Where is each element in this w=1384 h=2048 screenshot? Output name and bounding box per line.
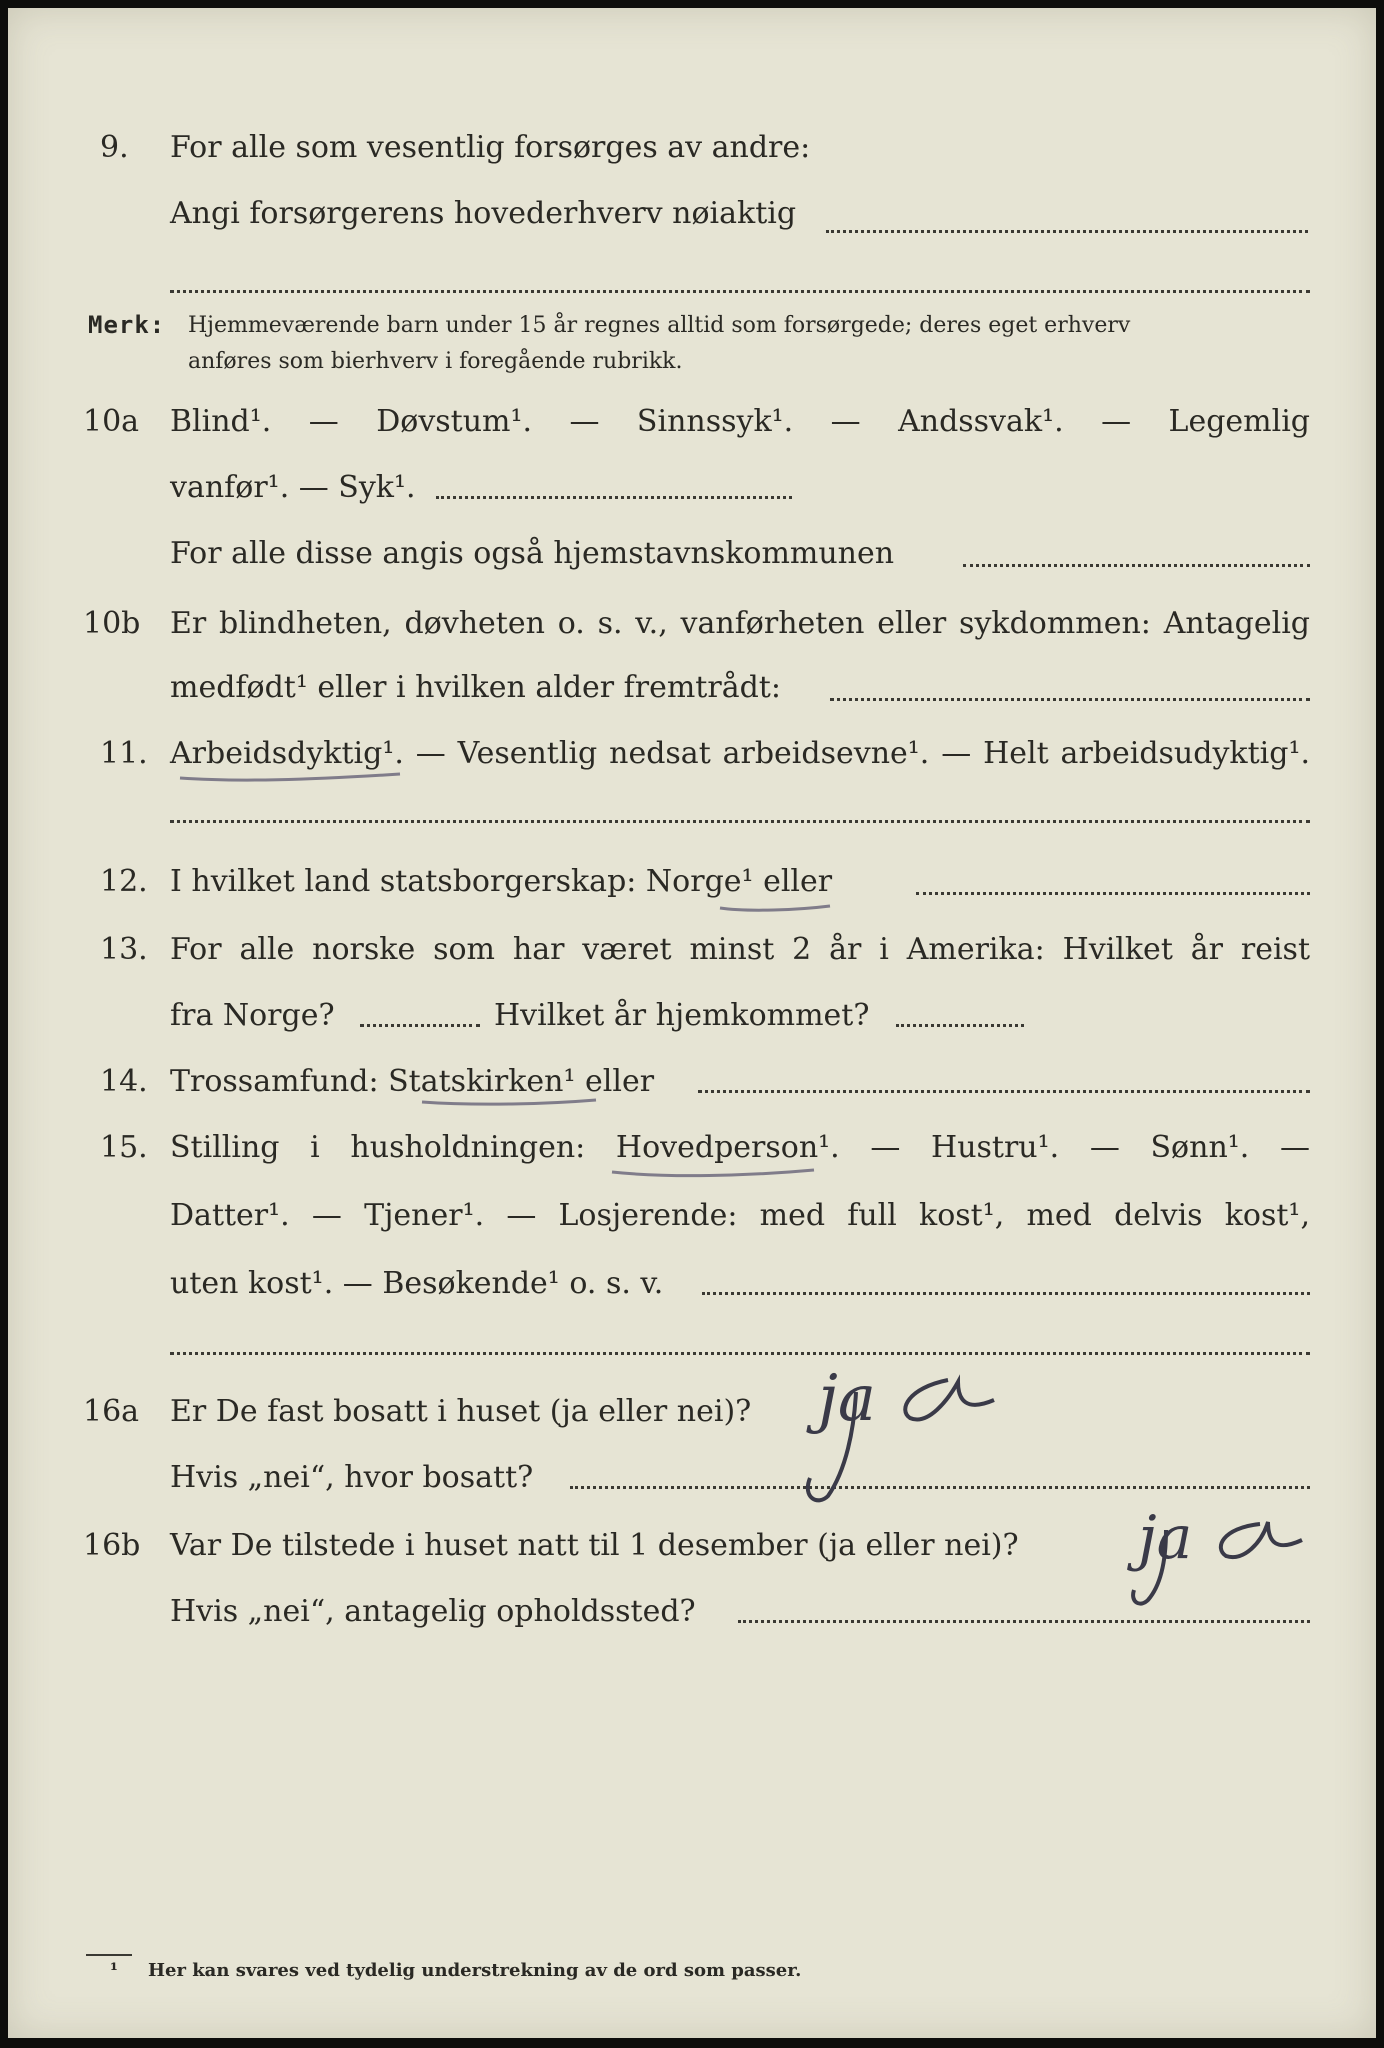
underline-arbeidsdyktig [180, 774, 400, 780]
item-number-9: 9. [100, 130, 129, 165]
handwriting-ja-16b [1112, 1494, 1312, 1614]
q13-line-2b: Hvilket år hjemkommet? [494, 998, 870, 1033]
q9-line-1: For alle som vesentlig forsørges av andre: [170, 130, 811, 165]
q12-line-1: I hvilket land statsborgerskap: Norge¹ eller [170, 864, 833, 899]
svg-text:ja: ja [1138, 1503, 1193, 1573]
q15-line-1: Stilling i husholdningen: Hovedperson¹. — Hustru¹. — Sønn¹. — [170, 1130, 1310, 1165]
merk-line-2: anføres som bierhverv i foregående rubrikk. [188, 349, 683, 374]
item-number-10b: 10b [83, 606, 141, 641]
item-number-16b: 16b [83, 1528, 141, 1563]
q16a-line-2: Hvis „nei“, hvor bosatt? [170, 1460, 534, 1495]
footnote-mark: ¹ [110, 1960, 118, 1981]
census-form-page [8, 8, 1376, 2038]
q16a-handwritten-answer [798, 1360, 1008, 1514]
q10b-line-2: medfødt¹ eller i hvilken alder fremtrådt: [170, 670, 781, 705]
q16b-line-2: Hvis „nei“, antagelig opholdssted? [170, 1594, 696, 1629]
item-number-12: 12. [100, 864, 148, 899]
item-number-16a: 16a [83, 1394, 140, 1429]
handwriting-ja-16a [798, 1360, 1008, 1510]
q10a-line-3: For alle disse angis også hjemstavnskommunen [170, 536, 895, 571]
underline-hovedperson [612, 1170, 814, 1176]
q11-line-1: Arbeidsdyktig¹. — Vesentlig nedsat arbeidsevne¹. — Helt arbeidsudyktig¹. [170, 736, 1310, 771]
q9-line-2: Angi forsørgerens hovederhverv nøiaktig [170, 196, 797, 231]
item-number-13: 13. [100, 932, 148, 967]
svg-text:ja: ja [818, 1362, 876, 1436]
footnote-rule [86, 1954, 132, 1956]
underline-statskirken [422, 1100, 596, 1104]
merk-line-1: Hjemmeværende barn under 15 år regnes alltid som forsørgede; deres eget erhverv [188, 313, 1131, 338]
item-number-14: 14. [100, 1064, 148, 1099]
q16a-line-1: Er De fast bosatt i huset (ja eller nei)? [170, 1394, 752, 1429]
q13-line-2a: fra Norge? [170, 998, 335, 1033]
q10a-line-1: Blind¹. — Døvstum¹. — Sinnssyk¹. — Andssvak¹. — Legemlig [170, 404, 1310, 439]
item-number-10a: 10a [83, 404, 140, 439]
q15-line-3: uten kost¹. — Besøkende¹ o. s. v. [170, 1266, 664, 1301]
q16b-handwritten-answer [1112, 1494, 1312, 1618]
item-number-15: 15. [100, 1130, 148, 1165]
q10a-line-2: vanfør¹. — Syk¹. [170, 470, 416, 505]
q10b-line-1: Er blindheten, døvheten o. s. v., vanførheten eller sykdommen: Antagelig [170, 606, 1310, 641]
underline-norge [720, 906, 830, 910]
q14-line-1: Trossamfund: Statskirken¹ eller [170, 1064, 655, 1099]
q13-line-1: For alle norske som har været minst 2 år i Amerika: Hvilket år reist [170, 932, 1310, 967]
q15-line-2: Datter¹. — Tjener¹. — Losjerende: med full kost¹, med delvis kost¹, [170, 1198, 1310, 1233]
q16b-line-1: Var De tilstede i huset natt til 1 desember (ja eller nei)? [170, 1528, 1019, 1563]
merk-label: Merk: [88, 311, 166, 339]
item-number-11: 11. [100, 736, 148, 771]
footnote-text: Her kan svares ved tydelig understrekning av de ord som passer. [148, 1960, 802, 1981]
pencil-underlines [8, 8, 1376, 2038]
